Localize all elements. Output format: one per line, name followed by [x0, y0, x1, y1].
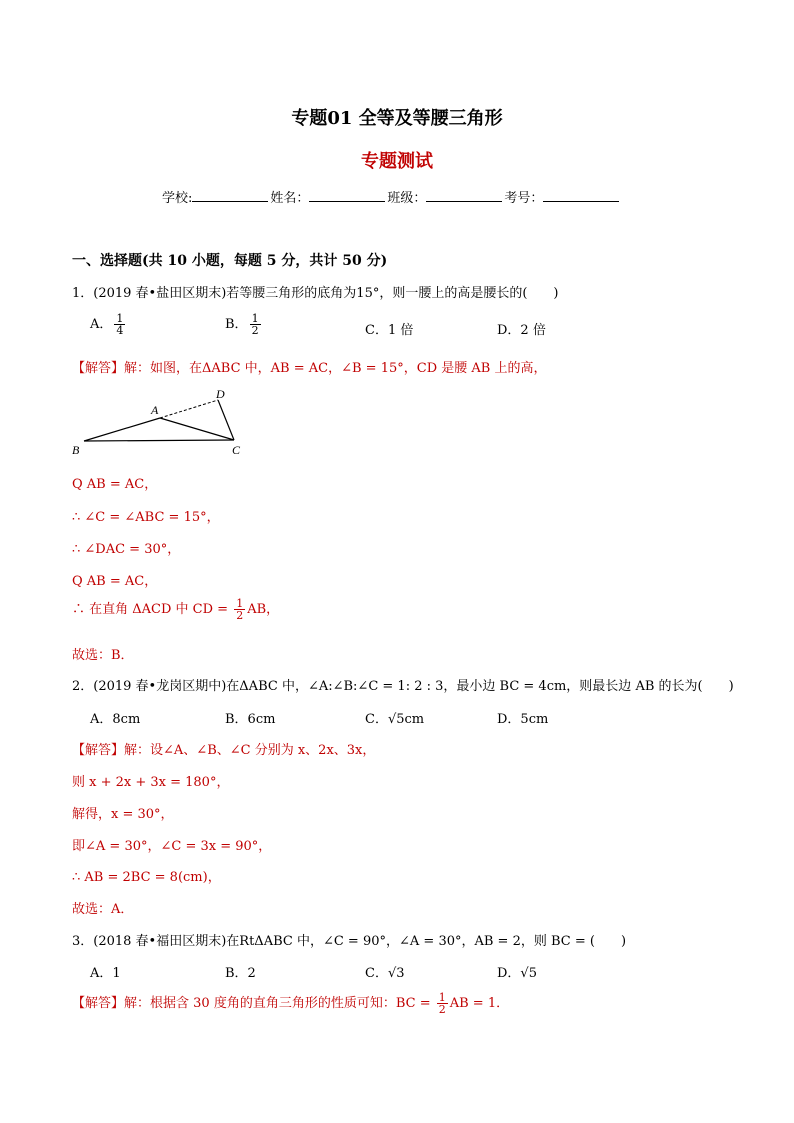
q2-option-d: D．5cm [497, 712, 549, 727]
label-c: C [232, 443, 241, 457]
q2-step-1: 则 x + 2x + 3x = 180°， [72, 775, 230, 790]
segment-dc [218, 400, 234, 440]
q3-stem: 3．(2018 春•福田区期末)在RtΔABC 中，∠C = 90°，∠A = 30°，AB = 2，则 BC = ( ) [72, 934, 627, 949]
segment-bc [84, 440, 234, 441]
q2-option-c: C．√5cm [365, 712, 425, 727]
q2-step-4: ∴ AB = 2BC = 8(cm)， [72, 870, 221, 885]
q2-option-b: B．6cm [225, 712, 276, 727]
school-label: 学校: [162, 191, 193, 206]
q1-step-4: Q AB = AC， [72, 574, 158, 589]
q2-answer [72, 739, 375, 758]
number-blank [543, 189, 619, 202]
q3-option-c: C．√3 [365, 966, 405, 981]
q1-answer [72, 357, 546, 376]
q2-option-a: A．8cm [90, 712, 141, 727]
q1-answer-tag: 【解答】 [72, 361, 125, 376]
q1-stem: 1．(2019 春•盐田区期末)若等腰三角形的底角为15°，则一腰上的高是腰长的( ) [72, 286, 559, 301]
q2-answer-text: 解：设∠A、∠B、∠C 分别为 x、2x、3x， [124, 743, 376, 758]
q1-step-3: ∴ ∠DAC = 30°， [72, 542, 181, 557]
q1-option-a-fraction: $\frac{1}{4}$ [116, 312, 124, 337]
label-b: B [72, 443, 80, 457]
q1-answer-text: 解：如图，在ΔABC 中，AB = AC，∠B = 15°，CD 是腰 AB 上的高， [124, 361, 547, 376]
class-blank [426, 189, 502, 202]
page-title: 专题01 全等及等腰三角形 [291, 108, 503, 129]
q1-step-2: ∴ ∠C = ∠ABC = 15°， [72, 510, 220, 525]
q2-stem: 2．(2019 春•龙岗区期中)在ΔABC 中，∠A:∠B:∠C = 1: 2 : 3，最小边 BC = 4cm，则最长边 AB 的长为( ) [72, 679, 734, 694]
number-label: 考号： [504, 191, 544, 206]
q3-answer-fraction: $\frac{1}{2}$ [438, 991, 446, 1016]
segment-ac [160, 418, 234, 440]
label-a: A [151, 403, 159, 417]
class-label: 班级： [387, 191, 427, 206]
section-heading: 一、选择题(共 10 小题，每题 5 分，共计 50 分) [72, 253, 388, 269]
school-blank [192, 189, 268, 202]
q1-option-b: B． $\frac{1}{2}$ [225, 312, 259, 337]
segment-ad-dashed [160, 400, 218, 418]
name-blank [309, 189, 385, 202]
q2-step-2: 解得，x = 30°， [72, 807, 174, 822]
q3-option-b: B．2 [225, 966, 256, 981]
q1-step-1: Q AB = AC， [72, 477, 158, 492]
q1-option-c: C．1 倍 [365, 323, 414, 338]
q3-option-d: D．√5 [497, 966, 537, 981]
q1-option-b-fraction: $\frac{1}{2}$ [251, 312, 259, 337]
q2-step-3: 即∠A = 30°，∠C = 3x = 90°， [72, 839, 272, 854]
page-subtitle: 专题测试 [361, 151, 433, 172]
label-d: D [216, 388, 225, 401]
q3-option-a: A．1 [90, 966, 121, 981]
name-label: 姓名： [270, 191, 310, 206]
q1-step-5-fraction: $\frac{1}{2}$ [236, 597, 244, 622]
q2-answer-tag: 【解答】 [72, 743, 125, 758]
segment-ba [84, 418, 160, 441]
q2-choice: 故选：A． [72, 902, 134, 917]
q1-triangle-figure [68, 388, 248, 460]
q3-answer-tag: 【解答】 [72, 996, 125, 1011]
q1-step-5: ∴ 在直角 ΔACD 中 CD = $\frac{1}{2}$ AB， [72, 597, 280, 622]
q1-choice: 故选：B． [72, 648, 134, 663]
q3-answer: 【解答】解：根据含 30 度角的直角三角形的性质可知：BC = $\frac{1}{2}$ AB = 1． [72, 991, 510, 1016]
q1-option-d: D．2 倍 [497, 323, 546, 338]
q1-option-a: A． $\frac{1}{4}$ [90, 312, 124, 337]
student-info-row [162, 187, 621, 206]
